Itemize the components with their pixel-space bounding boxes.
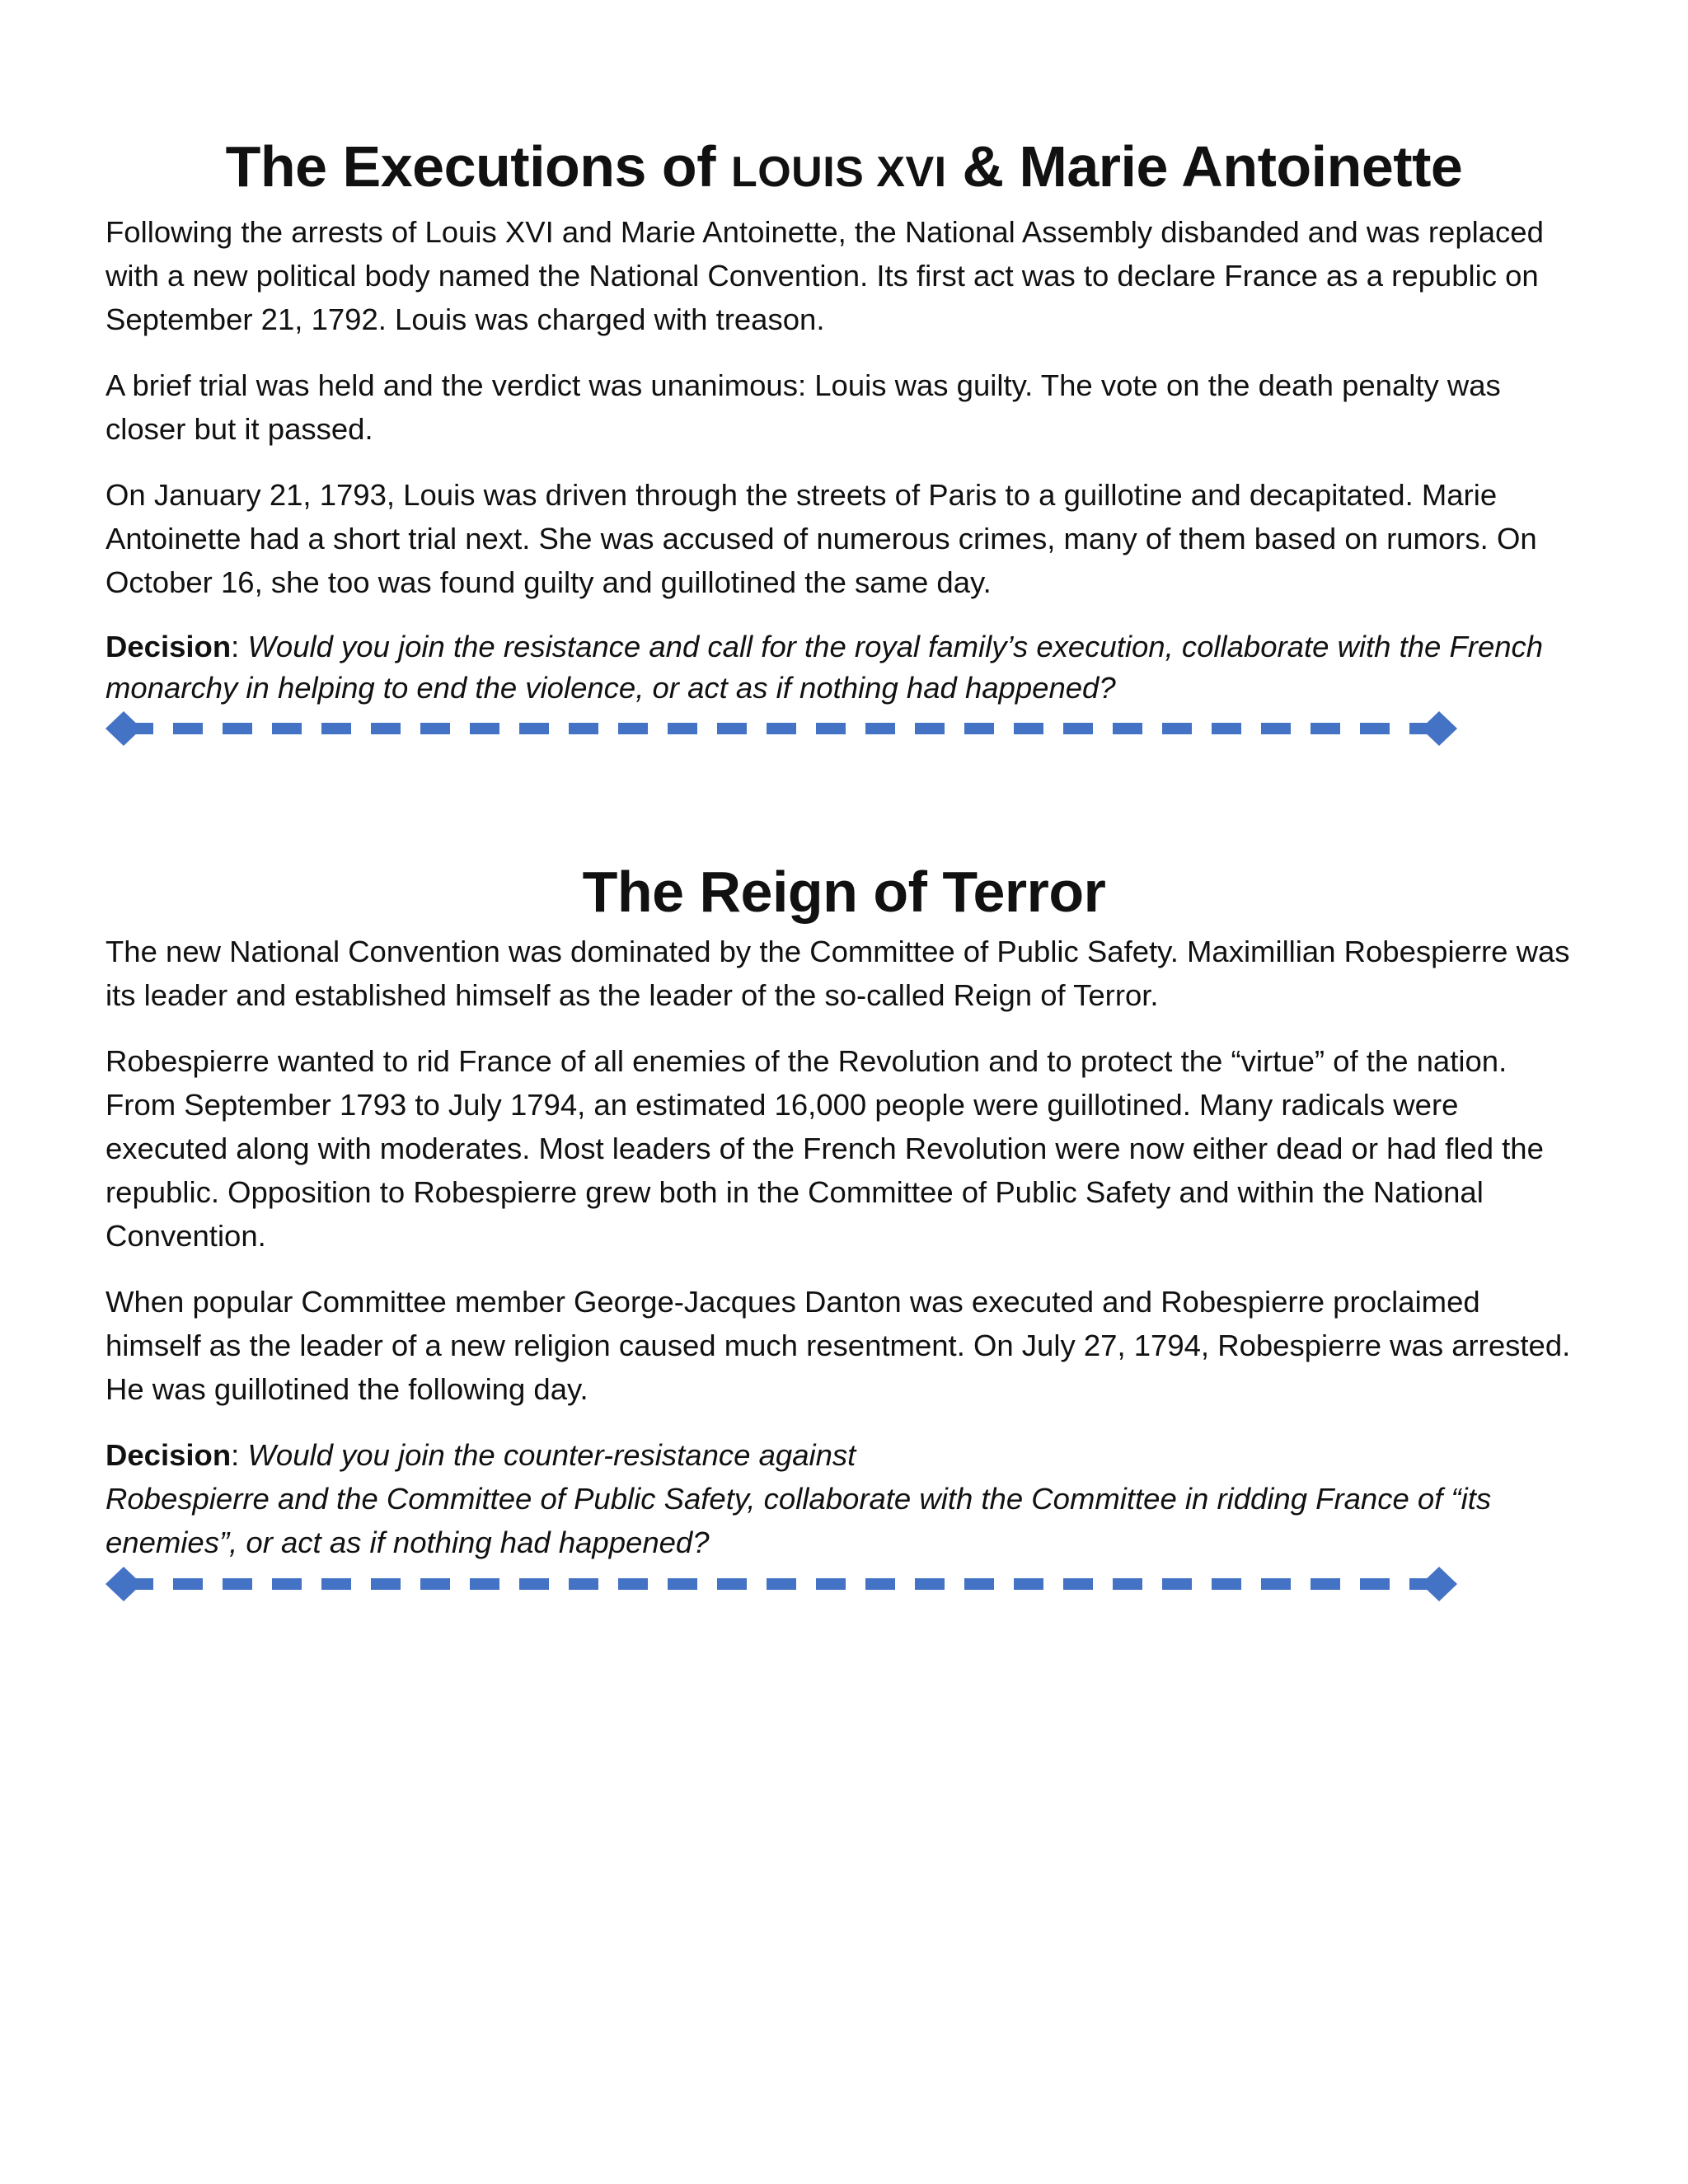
diamond-end-left — [106, 711, 142, 746]
title-part-smallcaps: LOUIS XVI — [730, 148, 947, 196]
diamond-end-left — [106, 1567, 142, 1601]
title-part-1: The Executions of — [225, 134, 731, 199]
dashed-divider — [106, 709, 1457, 748]
section-title-reign: The Reign of Terror — [582, 860, 1106, 924]
title-part-2: & Marie Antoinette — [946, 134, 1463, 199]
decision-question-line2: Robespierre and the Committee of Public Safety, collaborate with the Committee in ridding France of “its enemies”, or act as if nothing had happened? — [106, 1482, 1492, 1559]
paragraph: Robespierre wanted to rid France of all enemies of the Revolution and to protect the “virtue” of the nation. From September 1793 to July 1794, an estimated 16,000 people were guillotined. Many radicals were executed along with moderates. Most leaders of the French Revolution were now either dead or had fled the republic. Opposition to Robespierre grew both in the Committee of Public Safety and within the National Convention. — [106, 1044, 1544, 1253]
decision-question-line1: Would you join the counter-resistance against — [247, 1438, 856, 1472]
paragraph: When popular Committee member George-Jacques Danton was executed and Robespierre proclaimed himself as the leader of a new religion caused much resentment. On July 27, 1794, Robespierre was arrested. He was guillotined the following day. — [106, 1285, 1571, 1406]
section-reign-of-terror — [106, 857, 1582, 1604]
paragraph: On January 21, 1793, Louis was driven through the streets of Paris to a guillotine and decapitated. Marie Antoinette had a short trial next. She was accused of numerous crimes, many of them based on rumors. On October 16, she too was found guilty and guillotined the same day. — [106, 478, 1537, 599]
decision-label: Decision — [106, 1438, 232, 1472]
paragraph: The new National Convention was dominated by the Committee of Public Safety. Maximillian Robespierre was its leader and established himself as the leader of the so-called Reign of Terror. — [106, 935, 1570, 1012]
diamond-end-right — [1421, 711, 1457, 746]
decision-label: Decision — [106, 630, 232, 663]
dashed-divider — [106, 1564, 1457, 1604]
decision-question: Would you join the resistance and call for the royal family’s execution, collaborate with the French monarchy in helping to end the violence, or act as if nothing had happened? — [106, 630, 1544, 705]
section-executions — [106, 132, 1582, 748]
paragraph: Following the arrests of Louis XVI and Marie Antoinette, the National Assembly disbanded and was replaced with a new political body named the National Convention. Its first act was to declare France as a republic on September 21, 1792. Louis was charged with treason. — [106, 215, 1544, 336]
decision-prompt — [106, 1433, 1582, 1564]
decision-prompt — [106, 626, 1582, 709]
decision-separator: : — [231, 630, 248, 663]
paragraph: A brief trial was held and the verdict was unanimous: Louis was guilty. The vote on the death penalty was closer but it passed. — [106, 368, 1501, 446]
section-title-executions — [106, 132, 1582, 207]
diamond-end-right — [1421, 1567, 1457, 1601]
decision-separator: : — [231, 1438, 248, 1472]
